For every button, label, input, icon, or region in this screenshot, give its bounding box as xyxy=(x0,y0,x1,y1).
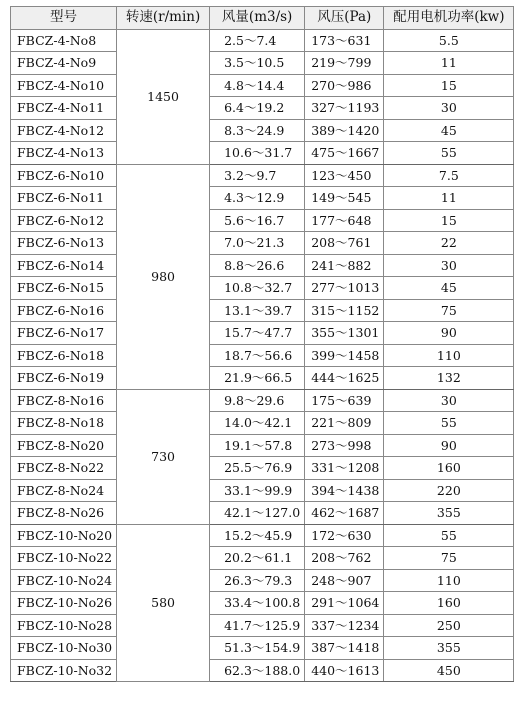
table-row xyxy=(11,322,514,345)
pressure-cell: 123～450 xyxy=(305,164,384,187)
model-cell: FBCZ-10-No20 xyxy=(11,524,117,547)
table-row xyxy=(11,592,514,615)
flow-cell: 19.1～57.8 xyxy=(210,434,305,457)
table-row xyxy=(11,142,514,165)
table-row xyxy=(11,479,514,502)
power-cell: 45 xyxy=(384,119,514,142)
pressure-cell: 273～998 xyxy=(305,434,384,457)
pressure-cell: 327～1193 xyxy=(305,97,384,120)
power-cell: 132 xyxy=(384,367,514,390)
table-row xyxy=(11,524,514,547)
table-row xyxy=(11,344,514,367)
table-row xyxy=(11,412,514,435)
model-cell: FBCZ-6-No14 xyxy=(11,254,117,277)
flow-cell: 2.5～7.4 xyxy=(210,29,305,52)
model-cell: FBCZ-10-No22 xyxy=(11,547,117,570)
model-cell: FBCZ-6-No15 xyxy=(11,277,117,300)
model-cell: FBCZ-4-No13 xyxy=(11,142,117,165)
pressure-cell: 219～799 xyxy=(305,52,384,75)
model-cell: FBCZ-10-No30 xyxy=(11,637,117,660)
pressure-cell: 315～1152 xyxy=(305,299,384,322)
speed-cell: 1450 xyxy=(117,29,210,164)
table-row xyxy=(11,569,514,592)
pressure-cell: 462～1687 xyxy=(305,502,384,525)
table-row xyxy=(11,659,514,682)
pressure-cell: 440～1613 xyxy=(305,659,384,682)
model-cell: FBCZ-8-No18 xyxy=(11,412,117,435)
model-cell: FBCZ-6-No17 xyxy=(11,322,117,345)
model-cell: FBCZ-6-No16 xyxy=(11,299,117,322)
model-cell: FBCZ-6-No12 xyxy=(11,209,117,232)
power-cell: 22 xyxy=(384,232,514,255)
table-row xyxy=(11,209,514,232)
header-pressure: 风压(Pa) xyxy=(305,7,384,30)
model-cell: FBCZ-10-No26 xyxy=(11,592,117,615)
table-row xyxy=(11,119,514,142)
model-cell: FBCZ-8-No16 xyxy=(11,389,117,412)
flow-cell: 7.0～21.3 xyxy=(210,232,305,255)
power-cell: 90 xyxy=(384,322,514,345)
table-row xyxy=(11,434,514,457)
speed-cell: 730 xyxy=(117,389,210,524)
model-cell: FBCZ-4-No10 xyxy=(11,74,117,97)
pressure-cell: 331～1208 xyxy=(305,457,384,480)
model-cell: FBCZ-10-No24 xyxy=(11,569,117,592)
speed-cell: 580 xyxy=(117,524,210,682)
power-cell: 160 xyxy=(384,592,514,615)
flow-cell: 33.1～99.9 xyxy=(210,479,305,502)
pressure-cell: 270～986 xyxy=(305,74,384,97)
table-row xyxy=(11,547,514,570)
pressure-cell: 387～1418 xyxy=(305,637,384,660)
power-cell: 355 xyxy=(384,637,514,660)
flow-cell: 26.3～79.3 xyxy=(210,569,305,592)
power-cell: 450 xyxy=(384,659,514,682)
flow-cell: 8.3～24.9 xyxy=(210,119,305,142)
power-cell: 75 xyxy=(384,547,514,570)
pressure-cell: 241～882 xyxy=(305,254,384,277)
model-cell: FBCZ-4-No9 xyxy=(11,52,117,75)
pressure-cell: 172～630 xyxy=(305,524,384,547)
flow-cell: 14.0～42.1 xyxy=(210,412,305,435)
power-cell: 7.5 xyxy=(384,164,514,187)
table-body xyxy=(11,29,514,682)
table-row xyxy=(11,74,514,97)
pressure-cell: 177～648 xyxy=(305,209,384,232)
flow-cell: 25.5～76.9 xyxy=(210,457,305,480)
power-cell: 55 xyxy=(384,142,514,165)
flow-cell: 15.2～45.9 xyxy=(210,524,305,547)
pressure-cell: 248～907 xyxy=(305,569,384,592)
model-cell: FBCZ-6-No19 xyxy=(11,367,117,390)
pressure-cell: 221～809 xyxy=(305,412,384,435)
header-row xyxy=(11,7,514,30)
model-cell: FBCZ-6-No18 xyxy=(11,344,117,367)
flow-cell: 9.8～29.6 xyxy=(210,389,305,412)
power-cell: 30 xyxy=(384,389,514,412)
flow-cell: 4.8～14.4 xyxy=(210,74,305,97)
power-cell: 15 xyxy=(384,209,514,232)
flow-cell: 10.6～31.7 xyxy=(210,142,305,165)
header-model: 型号 xyxy=(11,7,117,30)
flow-cell: 4.3～12.9 xyxy=(210,187,305,210)
pressure-cell: 208～762 xyxy=(305,547,384,570)
table-row xyxy=(11,367,514,390)
pressure-cell: 475～1667 xyxy=(305,142,384,165)
header-flow: 风量(m3/s) xyxy=(210,7,305,30)
pressure-cell: 389～1420 xyxy=(305,119,384,142)
flow-cell: 3.2～9.7 xyxy=(210,164,305,187)
model-cell: FBCZ-4-No12 xyxy=(11,119,117,142)
power-cell: 75 xyxy=(384,299,514,322)
power-cell: 11 xyxy=(384,52,514,75)
model-cell: FBCZ-10-No32 xyxy=(11,659,117,682)
pressure-cell: 394～1438 xyxy=(305,479,384,502)
model-cell: FBCZ-8-No20 xyxy=(11,434,117,457)
header-power: 配用电机功率(kw) xyxy=(384,7,514,30)
power-cell: 5.5 xyxy=(384,29,514,52)
pressure-cell: 355～1301 xyxy=(305,322,384,345)
model-cell: FBCZ-8-No22 xyxy=(11,457,117,480)
model-cell: FBCZ-4-No8 xyxy=(11,29,117,52)
model-cell: FBCZ-10-No28 xyxy=(11,614,117,637)
table-row xyxy=(11,457,514,480)
power-cell: 11 xyxy=(384,187,514,210)
pressure-cell: 173～631 xyxy=(305,29,384,52)
flow-cell: 8.8～26.6 xyxy=(210,254,305,277)
model-cell: FBCZ-6-No11 xyxy=(11,187,117,210)
table-row xyxy=(11,637,514,660)
power-cell: 90 xyxy=(384,434,514,457)
fan-spec-table xyxy=(10,6,514,682)
table-row xyxy=(11,614,514,637)
flow-cell: 15.7～47.7 xyxy=(210,322,305,345)
table-row xyxy=(11,97,514,120)
table-row xyxy=(11,29,514,52)
model-cell: FBCZ-6-No10 xyxy=(11,164,117,187)
flow-cell: 20.2～61.1 xyxy=(210,547,305,570)
flow-cell: 21.9～66.5 xyxy=(210,367,305,390)
power-cell: 45 xyxy=(384,277,514,300)
table-row xyxy=(11,254,514,277)
model-cell: FBCZ-4-No11 xyxy=(11,97,117,120)
flow-cell: 5.6～16.7 xyxy=(210,209,305,232)
pressure-cell: 208～761 xyxy=(305,232,384,255)
header-speed: 转速(r/min) xyxy=(117,7,210,30)
table-header xyxy=(11,7,514,30)
power-cell: 220 xyxy=(384,479,514,502)
power-cell: 355 xyxy=(384,502,514,525)
flow-cell: 10.8～32.7 xyxy=(210,277,305,300)
power-cell: 160 xyxy=(384,457,514,480)
flow-cell: 51.3～154.9 xyxy=(210,637,305,660)
table-row xyxy=(11,164,514,187)
flow-cell: 41.7～125.9 xyxy=(210,614,305,637)
speed-cell: 980 xyxy=(117,164,210,389)
table-row xyxy=(11,299,514,322)
table-row xyxy=(11,187,514,210)
power-cell: 30 xyxy=(384,97,514,120)
pressure-cell: 277～1013 xyxy=(305,277,384,300)
model-cell: FBCZ-8-No24 xyxy=(11,479,117,502)
flow-cell: 13.1～39.7 xyxy=(210,299,305,322)
flow-cell: 6.4～19.2 xyxy=(210,97,305,120)
flow-cell: 62.3～188.0 xyxy=(210,659,305,682)
table-row xyxy=(11,502,514,525)
power-cell: 110 xyxy=(384,569,514,592)
flow-cell: 33.4～100.8 xyxy=(210,592,305,615)
power-cell: 110 xyxy=(384,344,514,367)
pressure-cell: 399～1458 xyxy=(305,344,384,367)
table-row xyxy=(11,232,514,255)
pressure-cell: 175～639 xyxy=(305,389,384,412)
pressure-cell: 444～1625 xyxy=(305,367,384,390)
model-cell: FBCZ-8-No26 xyxy=(11,502,117,525)
flow-cell: 18.7～56.6 xyxy=(210,344,305,367)
model-cell: FBCZ-6-No13 xyxy=(11,232,117,255)
pressure-cell: 149～545 xyxy=(305,187,384,210)
power-cell: 15 xyxy=(384,74,514,97)
table-row xyxy=(11,389,514,412)
table-row xyxy=(11,277,514,300)
pressure-cell: 291～1064 xyxy=(305,592,384,615)
power-cell: 30 xyxy=(384,254,514,277)
table-row xyxy=(11,52,514,75)
pressure-cell: 337～1234 xyxy=(305,614,384,637)
power-cell: 55 xyxy=(384,412,514,435)
power-cell: 250 xyxy=(384,614,514,637)
flow-cell: 3.5～10.5 xyxy=(210,52,305,75)
power-cell: 55 xyxy=(384,524,514,547)
flow-cell: 42.1～127.0 xyxy=(210,502,305,525)
